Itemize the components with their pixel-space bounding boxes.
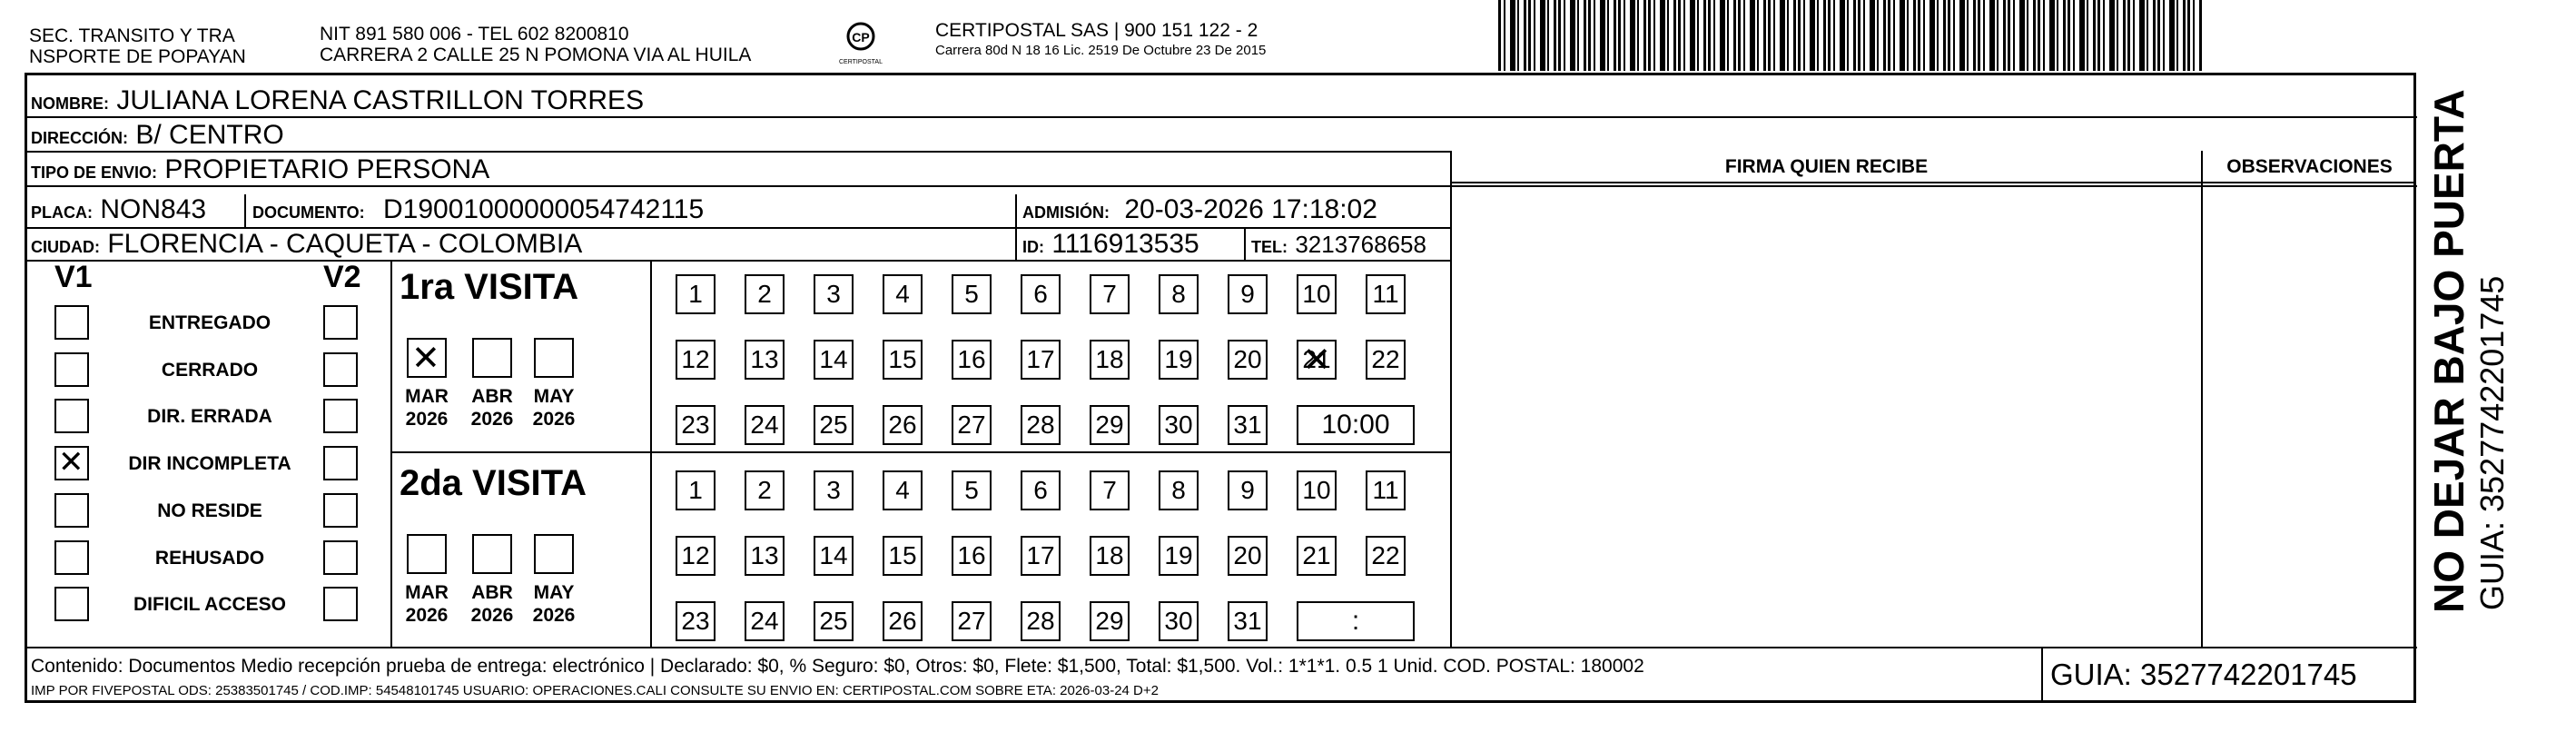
month-name: MAY [533,582,575,603]
day-box[interactable]: 11 [1366,470,1406,510]
v1-checkbox[interactable] [54,352,89,387]
day-box[interactable]: 23 [676,405,716,445]
month-name: MAR [405,582,449,603]
day-box[interactable]: 12 [676,536,716,576]
observaciones-header: OBSERVACIONES [2226,156,2393,177]
month-checkbox[interactable] [407,338,447,378]
day-box[interactable]: 12 [676,340,716,380]
admision-label: ADMISIÓN: [1022,203,1110,222]
day-box[interactable]: 22 [1366,340,1406,380]
day-box[interactable]: 13 [745,536,785,576]
v2-checkbox[interactable] [323,493,358,528]
nit-block [320,24,751,65]
day-box[interactable]: 14 [814,340,854,380]
v2-checkbox[interactable] [323,352,358,387]
month-checkbox[interactable] [534,338,574,378]
status-label: DIR. ERRADA [147,406,272,427]
time-field[interactable]: : [1297,601,1415,641]
v2-checkbox[interactable] [323,399,358,433]
day-box[interactable]: 19 [1159,536,1199,576]
id-label: ID: [1022,238,1044,256]
day-box[interactable]: 4 [883,470,923,510]
day-box[interactable]: 5 [952,470,992,510]
direccion-label: DIRECCIÓN: [31,129,128,147]
day-box[interactable]: 24 [745,601,785,641]
v1-checkbox[interactable] [54,446,89,480]
v2-checkbox[interactable] [323,305,358,340]
ciudad-label: CIUDAD: [31,238,100,256]
day-box[interactable]: 8 [1159,274,1199,314]
day-box[interactable]: 29 [1090,601,1130,641]
day-box[interactable]: 21 ✕ [1297,340,1337,380]
day-box[interactable]: 26 [883,601,923,641]
id-value: 1116913535 [1051,229,1199,259]
no-dejar-bajo-puerta: NO DEJAR BAJO PUERTA [2425,89,2472,613]
certipostal-logo-icon [835,18,886,69]
day-box[interactable]: 17 [1021,340,1061,380]
v1-checkbox[interactable] [54,305,89,340]
tipo-row [31,154,489,188]
svg-text:CERTIPOSTAL: CERTIPOSTAL [839,59,883,65]
status-label: NO RESIDE [157,500,262,521]
svg-text:CP: CP [852,30,870,45]
v2-checkbox[interactable] [323,587,358,621]
v1-checkbox[interactable] [54,399,89,433]
status-label: CERRADO [161,360,259,381]
month-checkbox[interactable] [472,338,512,378]
placa-row [31,194,206,228]
side-guia: GUIA: 3527742201745 [2473,275,2511,610]
day-box[interactable]: 19 [1159,340,1199,380]
v2-checkbox[interactable] [323,540,358,575]
month-year: 2026 [532,605,576,626]
day-box[interactable]: 14 [814,536,854,576]
v1-checkbox[interactable] [54,493,89,528]
v1-header: V1 [54,260,93,294]
day-box[interactable]: 30 [1159,405,1199,445]
placa-label: PLACA: [31,203,93,222]
imp-text: IMP POR FIVEPOSTAL ODS: 25383501745 / COD.IMP: 54548101745 USUARIO: OPERACIONES.CALI CONSULTE SU ENVIO EN: CERTIPOSTAL.COM SOBRE ETA: 2026-03-24 D+2 [31,683,1159,698]
nombre-value: JULIANA LORENA CASTRILLON TORRES [116,85,645,115]
day-box[interactable]: 7 [1090,470,1130,510]
month-year: 2026 [470,605,514,626]
month-name: ABR [471,582,513,603]
day-box[interactable]: 5 [952,274,992,314]
company-line-2: Carrera 80d N 18 16 Lic. 2519 De Octubre 23 De 2015 [935,43,1267,58]
day-box[interactable]: 27 [952,405,992,445]
day-box[interactable]: 20 [1228,340,1268,380]
footer-guia: GUIA: 3527742201745 [2050,658,2357,691]
nombre-row [31,85,644,119]
v2-header: V2 [323,260,361,294]
transit-line-1: SEC. TRANSITO Y TRA [29,25,235,46]
status-label: REHUSADO [154,548,265,569]
company-line-1: CERTIPOSTAL SAS | 900 151 122 - 2 [935,20,1258,41]
tipo-label: TIPO DE ENVIO: [31,163,158,182]
day-box[interactable]: 15 [883,340,923,380]
month-label [465,385,519,430]
day-box[interactable]: 3 [814,274,854,314]
status-label: DIFICIL ACCESO [133,594,286,615]
v1-checkbox[interactable] [54,540,89,575]
day-box[interactable]: 13 [745,340,785,380]
documento-row [252,194,704,228]
day-box[interactable]: 10 [1297,470,1337,510]
contenido-text: Contenido: Documentos Medio recepción prueba de entrega: electrónico | Declarado: $0, % Seguro: $0, Otros: $0, Flete: $1,500, Total: $1,500. Vol.: 1*1*1. 0.5 1 Unid. COD. POSTAL: 180002 [31,656,1644,677]
day-box[interactable]: 2 [745,470,785,510]
month-label [527,385,581,430]
day-box[interactable]: 27 [952,601,992,641]
transit-line-2: NSPORTE DE POPAYAN [29,46,246,67]
tel-label: TEL: [1251,238,1288,256]
day-box[interactable]: 16 [952,536,992,576]
month-name: ABR [471,386,513,407]
month-checkbox[interactable] [534,534,574,574]
documento-label: DOCUMENTO: [252,203,365,222]
day-box[interactable]: 28 [1021,405,1061,445]
day-box[interactable]: 3 [814,470,854,510]
month-year: 2026 [470,409,514,430]
month-year: 2026 [405,409,449,430]
time-field[interactable]: 10:00 [1297,405,1415,445]
day-box[interactable]: 30 [1159,601,1199,641]
direccion-value: B/ CENTRO [135,120,284,150]
day-box[interactable]: 9 [1228,274,1268,314]
day-box[interactable]: 6 [1021,274,1061,314]
day-box[interactable]: 1 [676,274,716,314]
admision-value: 20-03-2026 17:18:02 [1124,194,1377,224]
day-box[interactable]: 18 [1090,536,1130,576]
day-box[interactable]: 17 [1021,536,1061,576]
id-row [1022,229,1199,262]
day-box[interactable]: 16 [952,340,992,380]
day-box[interactable]: 11 [1366,274,1406,314]
ciudad-row [31,229,582,262]
month-checkbox[interactable] [407,534,447,574]
nit-line-1: NIT 891 580 006 - TEL 602 8200810 [320,24,629,45]
day-box[interactable]: 26 [883,405,923,445]
day-box[interactable]: 22 [1366,536,1406,576]
transit-name [29,25,246,67]
status-label: DIR INCOMPLETA [128,453,291,474]
day-box[interactable]: 31 [1228,405,1268,445]
day-box[interactable]: 28 [1021,601,1061,641]
day-box[interactable]: 4 [883,274,923,314]
month-name: MAY [533,386,575,407]
visit-title: 1ra VISITA [400,267,579,307]
day-box[interactable]: 6 [1021,470,1061,510]
month-label [527,581,581,627]
nombre-label: NOMBRE: [31,94,109,113]
month-label [400,385,454,430]
day-box[interactable]: 20 [1228,536,1268,576]
tipo-value: PROPIETARIO PERSONA [164,154,490,184]
placa-value: NON843 [100,194,207,224]
barcode [1498,0,2202,71]
direccion-row [31,120,284,153]
day-box[interactable]: 25 [814,601,854,641]
day-box[interactable]: 29 [1090,405,1130,445]
company-block [935,20,1266,61]
nit-line-2: CARRERA 2 CALLE 25 N POMONA VIA AL HUILA [320,45,752,65]
admision-row [1022,194,1377,228]
day-box[interactable]: 21 [1297,536,1337,576]
day-box[interactable]: 25 [814,405,854,445]
ciudad-value: FLORENCIA - CAQUETA - COLOMBIA [107,229,583,259]
visit-title: 2da VISITA [400,463,587,503]
month-label [400,581,454,627]
v2-checkbox[interactable] [323,446,358,480]
v1-checkbox[interactable] [54,587,89,621]
day-box[interactable]: 8 [1159,470,1199,510]
day-box[interactable]: 18 [1090,340,1130,380]
month-year: 2026 [532,409,576,430]
tel-row [1251,229,1426,262]
month-label [465,581,519,627]
documento-value: D19001000000054742115 [383,194,705,224]
day-box[interactable]: 24 [745,405,785,445]
day-box[interactable]: 1 [676,470,716,510]
day-box[interactable]: 10 [1297,274,1337,314]
month-checkbox[interactable] [472,534,512,574]
day-box[interactable]: 23 [676,601,716,641]
firma-header: FIRMA QUIEN RECIBE [1724,156,1929,177]
day-box[interactable]: 15 [883,536,923,576]
day-box[interactable]: 7 [1090,274,1130,314]
status-label: ENTREGADO [148,312,271,333]
month-year: 2026 [405,605,449,626]
day-box[interactable]: 31 [1228,601,1268,641]
day-box[interactable]: 9 [1228,470,1268,510]
day-box[interactable]: 2 [745,274,785,314]
tel-value: 3213768658 [1295,231,1426,258]
month-name: MAR [405,386,449,407]
